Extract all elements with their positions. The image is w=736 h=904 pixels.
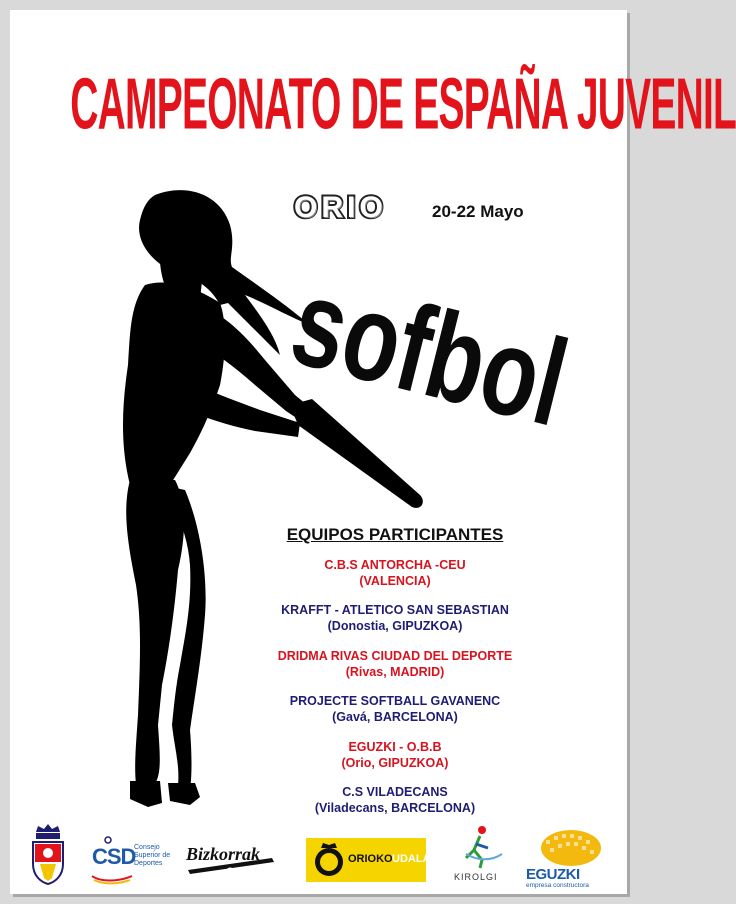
kirolgi-logo: [446, 824, 506, 888]
team-place: (VALENCIA): [359, 574, 431, 588]
team-name: EGUZKI - O.B.B: [348, 740, 442, 754]
eguzki-mark: EGUZKI: [526, 866, 580, 883]
udala-seal-icon: [312, 840, 346, 880]
team-entry: [260, 739, 530, 771]
eguzki-sun-icon: [536, 826, 606, 866]
bizkorrak-sub: Orio: [226, 866, 245, 876]
csd-line3: Deportes: [134, 860, 163, 867]
sponsor-logos: [10, 818, 627, 894]
udala-mark2: UDALA: [392, 853, 431, 865]
team-name: PROJECTE SOFTBALL GAVANENC: [289, 694, 501, 708]
sofbol-text: sofbol: [279, 250, 657, 472]
team-place: (Donostia, GIPUZKOA): [327, 619, 463, 633]
team-entry: [260, 784, 530, 816]
kirolgi-mark: KIROLGI: [454, 872, 498, 882]
team-entry: [260, 602, 530, 634]
event-dates: 20-22 Mayo: [432, 202, 524, 221]
sofbol-wordmark: [268, 250, 657, 490]
team-entry: [260, 648, 530, 680]
team-name: C.B.S ANTORCHA -CEU: [324, 558, 466, 572]
bizkorrak-logo: [182, 840, 278, 880]
team-place: (Viladecans, BARCELONA): [314, 801, 476, 815]
team-name: C.S VILADECANS: [342, 785, 448, 799]
team-place: (Rivas, MADRID): [345, 665, 445, 679]
team-place: (Gavá, BARCELONA): [332, 710, 458, 724]
team-place: (Orio, GIPUZKOA): [341, 756, 449, 770]
csd-line2: Superior de: [134, 852, 171, 859]
kirolgi-runner-icon: [446, 824, 506, 870]
bizkorrak-mark: Bizkorrak: [186, 844, 261, 864]
orioko-udala-logo: [306, 838, 431, 882]
csd-logo: [90, 836, 170, 886]
eguzki-logo: [524, 826, 616, 890]
csd-line1: Consejo: [134, 844, 160, 851]
poster-title: CAMPEONATO DE ESPAÑA JUVENIL: [70, 63, 736, 145]
udala-mark: ORIOKO: [348, 853, 393, 865]
eguzki-sub: empresa constructora: [526, 882, 589, 889]
team-entry: [260, 557, 530, 589]
teams-heading: EQUIPOS PARTICIPANTES: [286, 525, 504, 544]
poster: [10, 10, 736, 894]
federation-crest-logo: [30, 824, 66, 886]
team-entry: [260, 693, 530, 725]
csd-mark: CSD: [92, 844, 136, 869]
team-name: KRAFFT - ATLETICO SAN SEBASTIAN: [281, 603, 509, 617]
team-name: DRIDMA RIVAS CIUDAD DEL DEPORTE: [277, 649, 513, 663]
location-orio: ORIO: [294, 191, 387, 224]
